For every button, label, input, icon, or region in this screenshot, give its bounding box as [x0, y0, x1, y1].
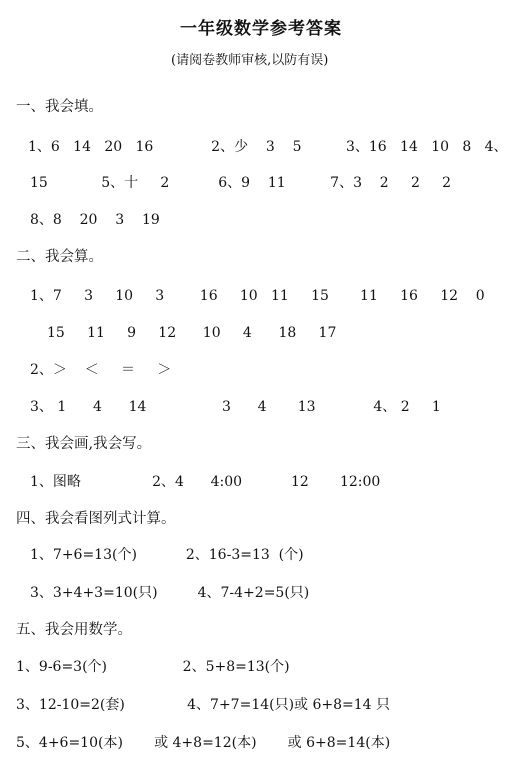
section-5-line-3: 5、4+6=10(本) 或 4+8=12(本) 或 6+8=14(本)	[16, 735, 391, 751]
section-1-line-2: 15 5、十 2 6、9 11 7、3 2 2 2	[30, 175, 452, 191]
section-4-line-1: 1、7+6=13(个) 2、16-3=13 (个)	[30, 547, 304, 563]
section-1-line-1: 1、6 14 20 16 2、少 3 5 3、16 14 10 8 4、	[28, 139, 508, 155]
section-2-line-1: 1、7 3 10 3 16 10 11 15 11 16 12 0	[30, 288, 485, 304]
section-2-line-4: 3、 1 4 14 3 4 13 4、 2 1	[30, 399, 441, 415]
section-5-heading: 五、我会用数学。	[16, 622, 132, 638]
section-2-line-3: 2、＞ ＜ ＝ ＞	[30, 362, 172, 378]
section-5-line-2: 3、12-10=2(套) 4、7+7=14(只)或 6+8=14 只	[16, 697, 391, 713]
section-4-heading: 四、我会看图列式计算。	[16, 511, 176, 527]
section-1-heading: 一、我会填。	[16, 99, 103, 115]
section-3-line-1: 1、图略 2、4 4:00 12 12:00	[30, 474, 381, 490]
section-4-line-2: 3、3+4+3=10(只) 4、7-4+2=5(只)	[30, 585, 310, 601]
section-5-line-1: 1、9-6=3(个) 2、5+8=13(个)	[16, 659, 290, 675]
section-3-heading: 三、我会画,我会写。	[16, 436, 152, 452]
section-1-line-3: 8、8 20 3 19	[30, 212, 160, 228]
page-title: 一年级数学参考答案	[180, 19, 342, 39]
section-2-line-2: 15 11 9 12 10 4 18 17	[47, 325, 337, 341]
section-2-heading: 二、我会算。	[16, 249, 103, 265]
page-subtitle: (请阅卷教师审核,以防有误)	[171, 53, 329, 68]
